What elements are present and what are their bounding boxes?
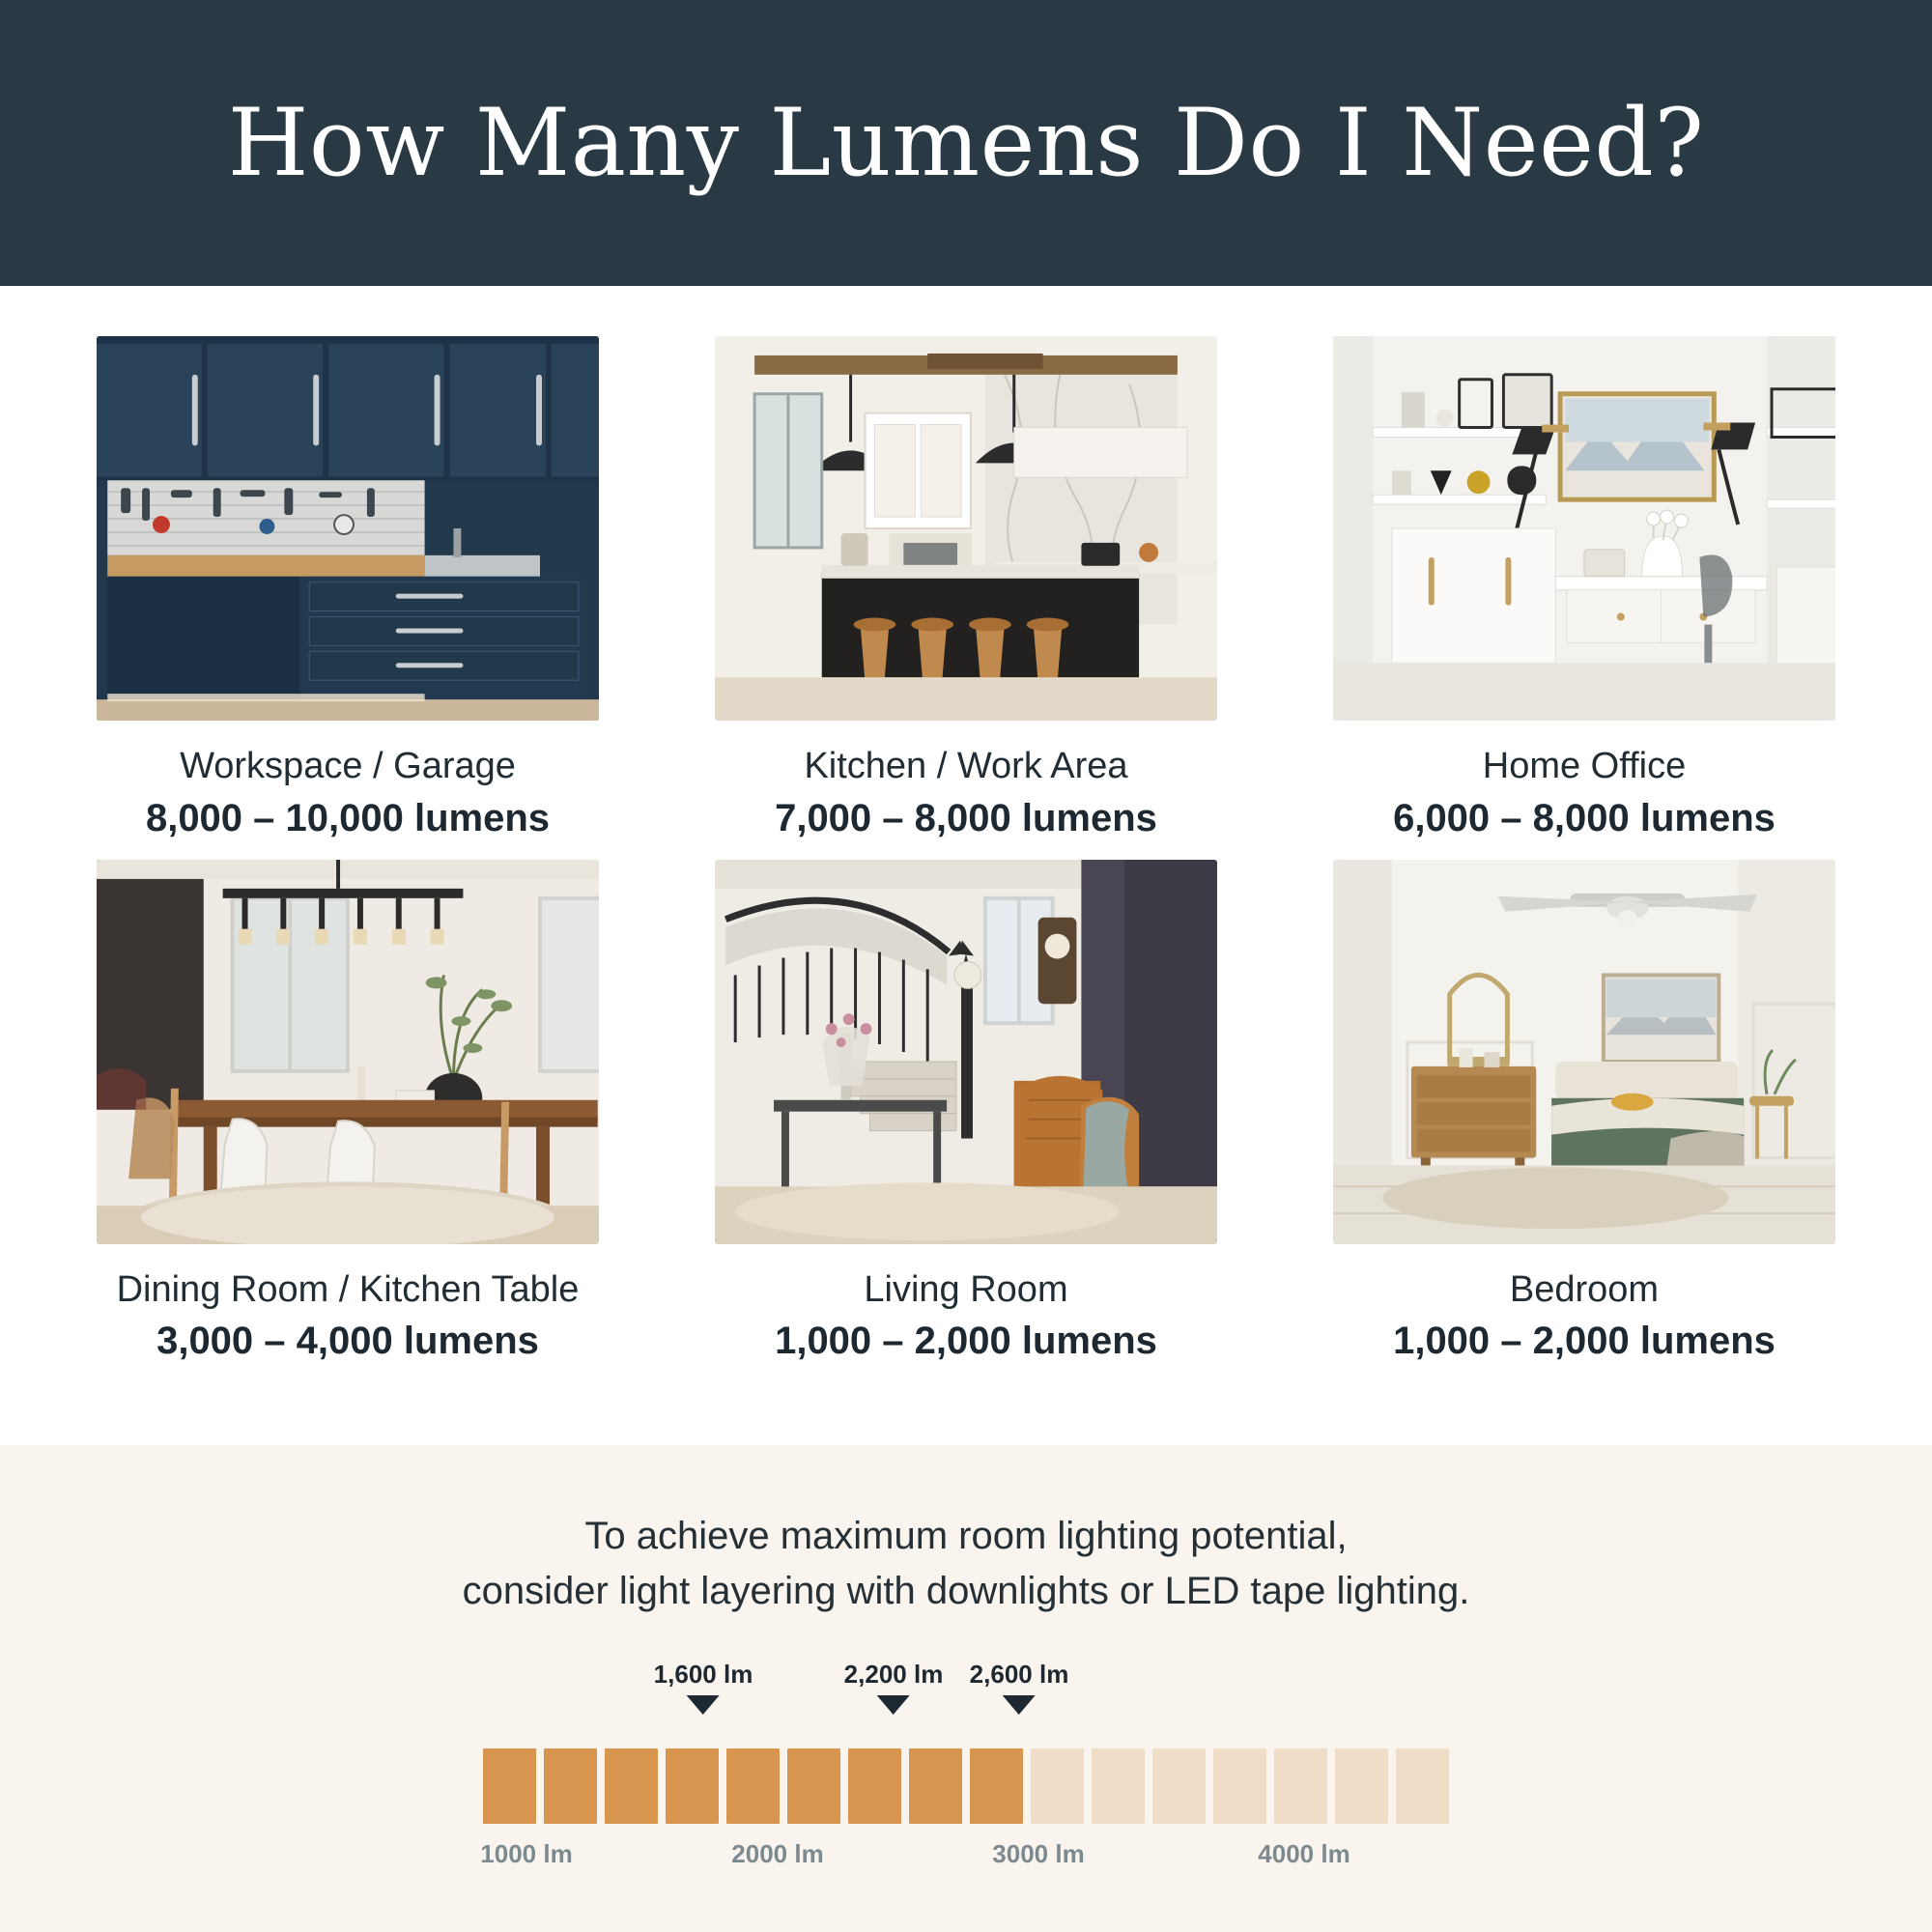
kitchen-work-area-photo (715, 336, 1217, 721)
scale-marker-label: 1,600 lm (653, 1660, 753, 1689)
footer-note-line-1: To achieve maximum room lighting potential, (584, 1515, 1348, 1558)
scale-segment (787, 1748, 840, 1824)
page-title: How Many Lumens Do I Need? (227, 89, 1705, 197)
axis-tick-label: 3000 lm (992, 1839, 1085, 1868)
room-lumens-value: 1,000 – 2,000 lumens (775, 1320, 1157, 1363)
bedroom-photo (1333, 860, 1835, 1244)
scale-marker-label: 2,600 lm (969, 1660, 1069, 1689)
room-label: Bedroom (1509, 1268, 1660, 1310)
room-card-workspace-garage[interactable] (97, 336, 599, 840)
dining-room-photo (97, 860, 599, 1244)
room-label: Dining Room / Kitchen Table (116, 1268, 580, 1310)
room-card-bedroom[interactable] (1333, 860, 1835, 1364)
rooms-grid (97, 336, 1835, 1363)
marker-arrow-icon (687, 1695, 720, 1715)
header-banner (0, 0, 1932, 286)
living-room-photo (715, 860, 1217, 1244)
room-lumens-value: 3,000 – 4,000 lumens (156, 1320, 539, 1363)
scale-segment (1274, 1748, 1327, 1824)
scale-segment (1213, 1748, 1266, 1824)
scale-axis (480, 1839, 1449, 1888)
room-label: Workspace / Garage (180, 746, 516, 786)
scale-bar-track (483, 1748, 1449, 1824)
room-label: Kitchen / Work Area (804, 746, 1128, 786)
scale-segment (483, 1748, 536, 1824)
room-lumens-value: 1,000 – 2,000 lumens (1393, 1320, 1776, 1363)
axis-tick-label: 2000 lm (731, 1839, 824, 1868)
room-label: Living Room (864, 1268, 1068, 1310)
room-card-kitchen-work-area[interactable] (715, 336, 1217, 840)
room-card-living-room[interactable] (715, 860, 1217, 1364)
scale-marker (844, 1660, 944, 1715)
scale-marker (654, 1660, 753, 1715)
scale-markers (483, 1660, 1449, 1748)
room-lumens-value: 6,000 – 8,000 lumens (1393, 796, 1776, 839)
room-label: Home Office (1482, 746, 1687, 786)
room-lumens-value: 7,000 – 8,000 lumens (775, 796, 1157, 839)
room-lumens-value: 8,000 – 10,000 lumens (145, 796, 551, 839)
footer-section (0, 1445, 1932, 1932)
room-card-dining-room[interactable] (97, 860, 599, 1364)
garage-workspace-photo (97, 336, 599, 721)
footer-note (463, 1509, 1470, 1619)
scale-segment (1396, 1748, 1449, 1824)
scale-marker (970, 1660, 1069, 1715)
marker-arrow-icon (877, 1695, 910, 1715)
lumen-scale (480, 1660, 1449, 1888)
scale-segment (1031, 1748, 1084, 1824)
rooms-section (0, 286, 1932, 1445)
scale-segment (1092, 1748, 1145, 1824)
scale-segment (544, 1748, 597, 1824)
scale-marker-label: 2,200 lm (843, 1660, 944, 1689)
scale-segment (970, 1748, 1023, 1824)
scale-segment (1152, 1748, 1206, 1824)
room-card-home-office[interactable] (1333, 336, 1835, 840)
scale-segment (605, 1748, 658, 1824)
axis-tick-label: 4000 lm (1258, 1839, 1350, 1868)
axis-tick-label: 1000 lm (480, 1839, 573, 1868)
scale-segment (909, 1748, 962, 1824)
scale-segment (1335, 1748, 1388, 1824)
home-office-photo (1333, 336, 1835, 721)
scale-segment (726, 1748, 780, 1824)
marker-arrow-icon (1003, 1695, 1036, 1715)
scale-segment (848, 1748, 901, 1824)
footer-note-line-2: consider light layering with downlights or LED tape lighting. (462, 1570, 1470, 1613)
scale-segment (666, 1748, 719, 1824)
